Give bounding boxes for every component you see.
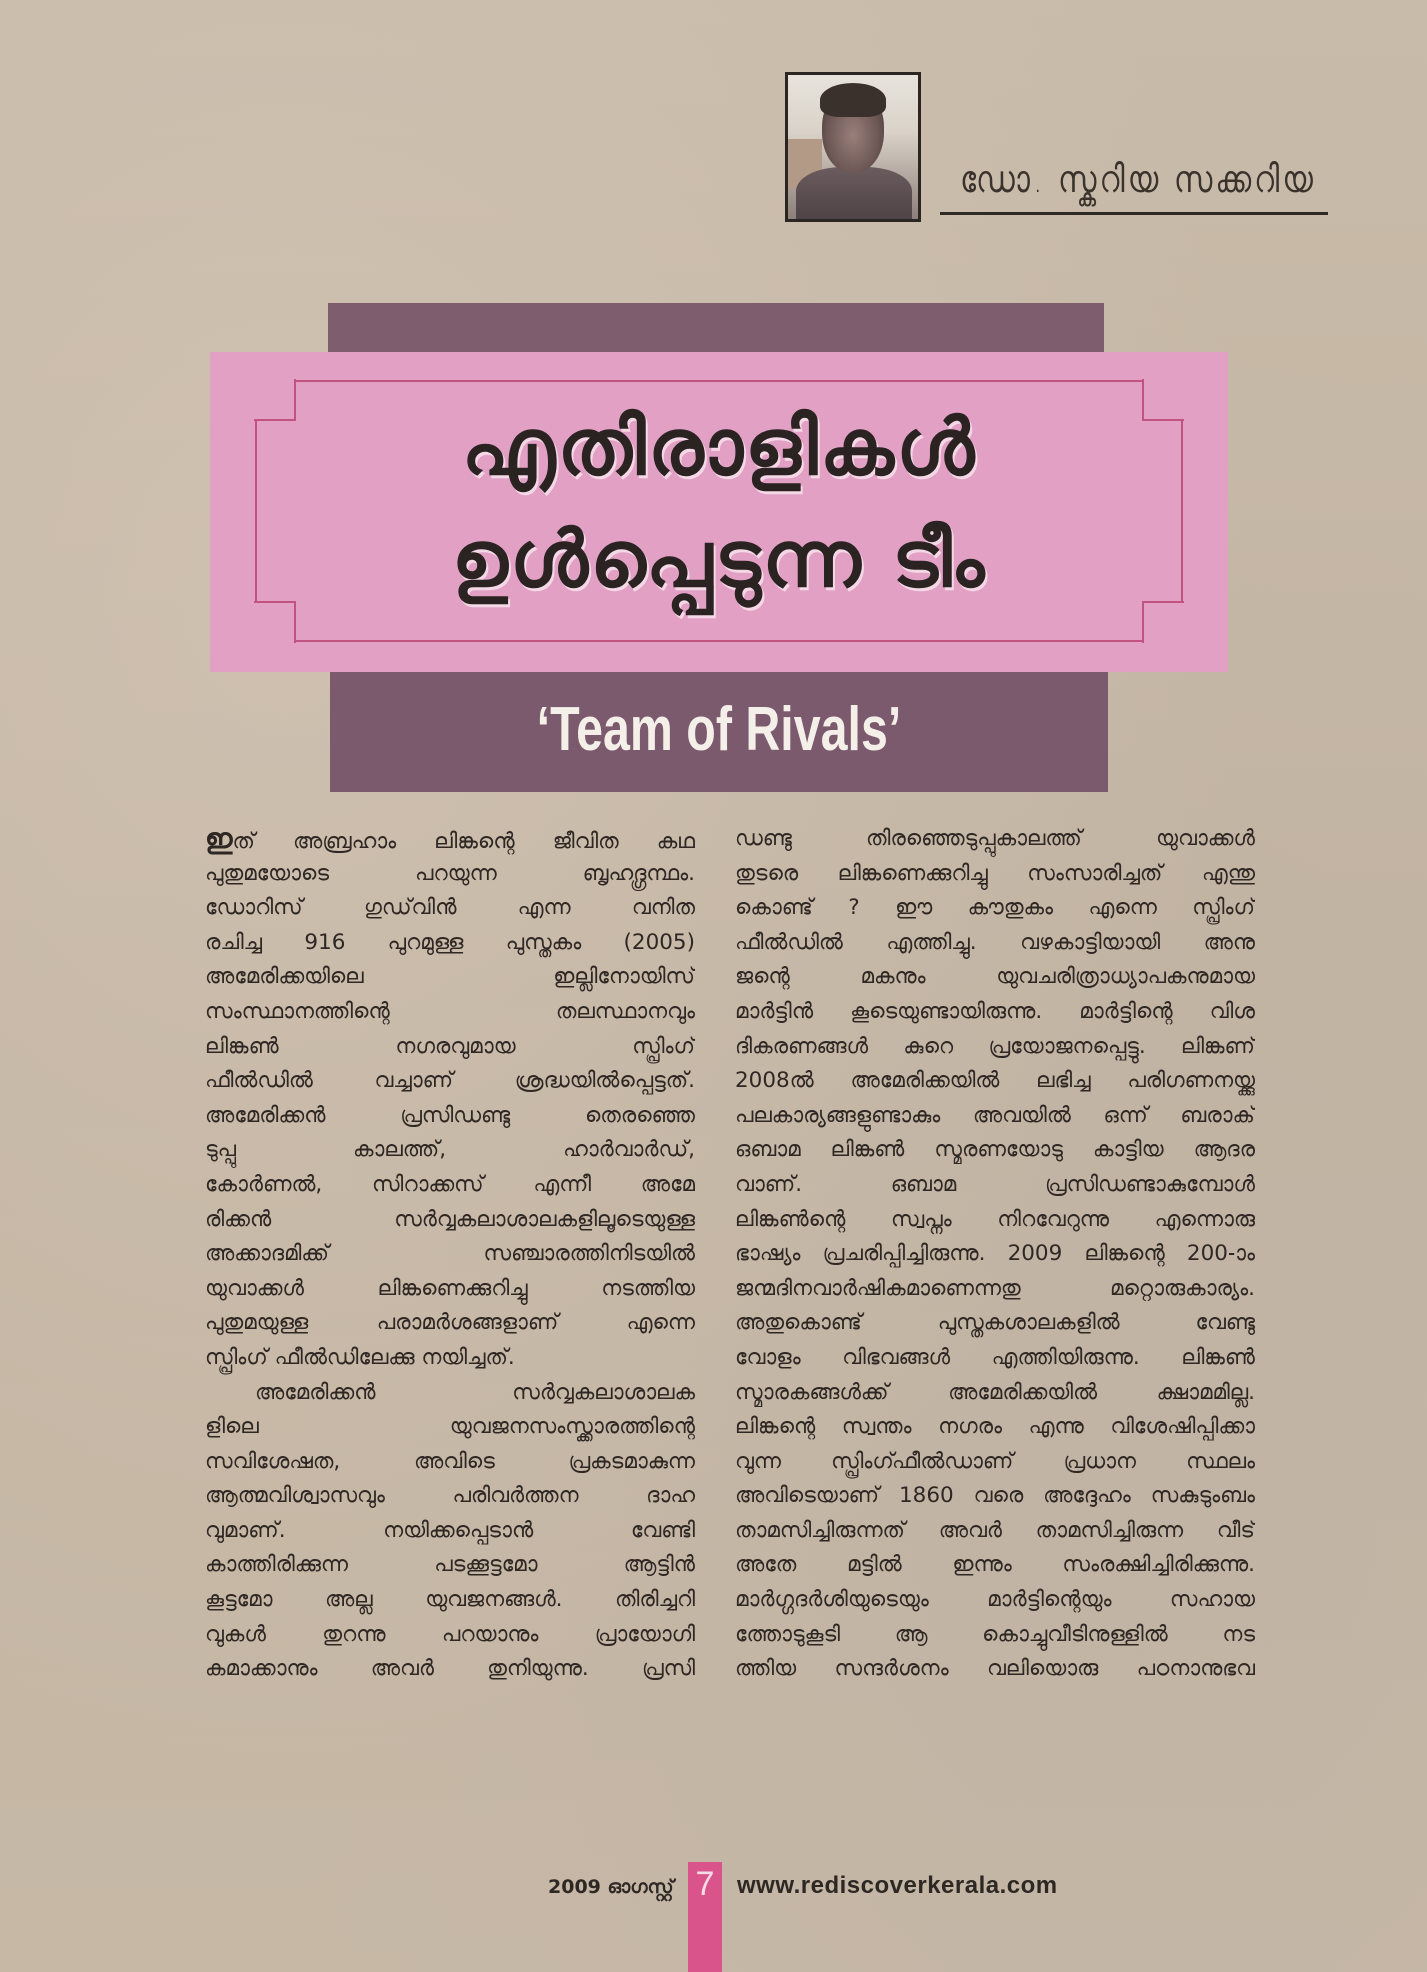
article-line bbox=[735, 891, 1255, 926]
article-line-text: വോളം വിഭവങ്ങൾ എത്തിയിരുന്നു. ലിങ്കൺ bbox=[735, 1344, 1255, 1370]
photo-hair bbox=[820, 83, 886, 117]
article-line-text: വുന്ന സ്പ്രിംഗ്ഫീൽഡാണ് പ്രധാന സ്ഥലം bbox=[735, 1448, 1255, 1474]
article-line-text: ലിങ്കന്റെ സ്വന്തം നഗരം എന്നു വിശേഷിപ്പിക്കാ bbox=[735, 1414, 1255, 1440]
article-line bbox=[735, 995, 1255, 1030]
article-line-text: മാർട്ടിൻ കൂടെയുണ്ടായിരുന്നു. മാർട്ടിന്റെ വിശ bbox=[735, 998, 1255, 1024]
article-line bbox=[205, 1583, 695, 1618]
article-line-text: കാത്തിരിക്കുന്ന പടക്കൂട്ടമോ ആട്ടിൻ bbox=[205, 1552, 695, 1578]
article-line-text: താമസിച്ചിരുന്നത് അവർ താമസിച്ചിരുന്ന വീട് bbox=[735, 1517, 1255, 1543]
article-line bbox=[735, 1548, 1255, 1583]
article-column-right bbox=[735, 822, 1255, 1687]
article-line-text: ത്തോടുകൂടി ആ കൊച്ചുവീടിനുള്ളിൽ നട bbox=[735, 1621, 1255, 1647]
article-line-text: ടുപ്പു കാലത്ത്, ഹാർവാർഡ്, bbox=[205, 1137, 695, 1163]
article-line-text: 2008ൽ അമേരിക്കയിൽ ലഭിച്ച പരിഗണനയ്ക്കു bbox=[735, 1068, 1255, 1094]
headline-line-2: ഉൾപ്പെടുന്ന ടീം bbox=[451, 515, 987, 605]
article-line bbox=[735, 1099, 1255, 1134]
article-line bbox=[735, 1237, 1255, 1272]
article-line bbox=[735, 1168, 1255, 1203]
article-line bbox=[205, 1341, 695, 1376]
article-line bbox=[205, 1548, 695, 1583]
article-line-text: വുകൾ തുറന്നു പറയാനും പ്രായോഗി bbox=[205, 1621, 695, 1647]
article-line-text: സ്മാരകങ്ങൾക്ക് അമേരിക്കയിൽ ക്ഷാമമില്ല. bbox=[735, 1379, 1255, 1405]
article-line bbox=[205, 1099, 695, 1134]
article-line bbox=[205, 1618, 695, 1653]
article-line-text: സംസ്ഥാനത്തിന്റെ തലസ്ഥാനവും bbox=[205, 998, 695, 1024]
article-line bbox=[205, 1030, 695, 1065]
article-line-text: സവിശേഷത, അവിടെ പ്രകടമാകുന്ന bbox=[205, 1448, 695, 1474]
article-line bbox=[735, 1445, 1255, 1480]
article-line-text: വുമാണ്. നയിക്കപ്പെടാൻ വേണ്ടി bbox=[205, 1517, 695, 1543]
article-line-text: ലിങ്കൺന്റെ സ്വപ്നം നിറവേറുന്നു എന്നൊരു bbox=[735, 1206, 1255, 1232]
article-line-text: തുടരെ ലിങ്കണെക്കുറിച്ചു സംസാരിച്ചത് എന്തു bbox=[735, 860, 1255, 886]
article-line-text: കോർണൽ, സിറാക്കസ് എന്നീ അമേ bbox=[205, 1171, 695, 1197]
article-line-text: കമാക്കാനും അവർ തുനിയുന്നു. പ്രസി bbox=[205, 1656, 695, 1682]
article-line bbox=[205, 1168, 695, 1203]
article-line bbox=[735, 1583, 1255, 1618]
article-line bbox=[735, 1203, 1255, 1238]
headline-english: ‘Team of Rivals’ bbox=[536, 695, 902, 764]
article-line-text: ആത്മവിശ്വാസവും പരിവർത്തന ദാഹ bbox=[205, 1483, 695, 1509]
article-line bbox=[205, 1514, 695, 1549]
article-line bbox=[735, 960, 1255, 995]
article-line-text: അമേരിക്കൻ സർവ്വകലാശാലക bbox=[255, 1379, 695, 1405]
article-line bbox=[735, 1064, 1255, 1099]
article-line bbox=[735, 1272, 1255, 1307]
article-line bbox=[735, 1652, 1255, 1687]
article-line bbox=[205, 1237, 695, 1272]
article-line-text: രിക്കൻ സർവ്വകലാശാലകളിലൂടെയുള്ള bbox=[205, 1206, 695, 1232]
article-line bbox=[205, 891, 695, 926]
article-line bbox=[735, 1479, 1255, 1514]
article-line bbox=[735, 1514, 1255, 1549]
author-name: ഡോ. സ്കറിയ സക്കറിയ bbox=[960, 158, 1316, 202]
article-line bbox=[205, 822, 695, 857]
article-line-text: കൂട്ടമോ അല്ല യുവജനങ്ങൾ. തിരിച്ചറി bbox=[205, 1587, 695, 1613]
photo-shoulders bbox=[796, 167, 912, 222]
article-line-text: ത്തിയ സന്ദർശനം വലിയൊരു പഠനാനുഭവ bbox=[735, 1656, 1255, 1682]
article-line-text: ഭാഷ്യം പ്രചരിപ്പിച്ചിരുന്നു. 2009 ലിങ്കന്റെ 200-ാം bbox=[735, 1241, 1255, 1267]
article-line bbox=[735, 1133, 1255, 1168]
article-line bbox=[205, 1376, 695, 1411]
article-line-text: അതുകൊണ്ട് പുസ്തകശാലകളിൽ വേണ്ടു bbox=[735, 1310, 1255, 1336]
article-line bbox=[205, 1652, 695, 1687]
article-line-text: അമേരിക്കയിലെ ഇല്ലിനോയിസ് bbox=[205, 964, 695, 990]
article-line bbox=[205, 960, 695, 995]
article-column-left bbox=[205, 822, 695, 1687]
article-line bbox=[205, 1410, 695, 1445]
article-line bbox=[735, 1306, 1255, 1341]
author-underline bbox=[940, 212, 1328, 215]
article-line bbox=[735, 1618, 1255, 1653]
article-line-text: വാണ്. ഒബാമ പ്രസിഡണ്ടാകുമ്പോൾ bbox=[735, 1171, 1255, 1197]
article-line bbox=[205, 1272, 695, 1307]
article-line bbox=[205, 1479, 695, 1514]
article-line bbox=[735, 1376, 1255, 1411]
article-line-text: അവിടെയാണ് 1860 വരെ അദ്ദേഹം സകുടുംബം bbox=[735, 1483, 1255, 1509]
article-line bbox=[205, 857, 695, 892]
article-line-text: സ്പ്രിംഗ് ഫീൽഡിലേക്കു നയിച്ചത്. bbox=[205, 1344, 515, 1370]
article-line-text: കൊണ്ട് ? ഈ കൗതുകം എന്നെ സ്പ്രിംഗ് bbox=[735, 895, 1255, 921]
headline-line-1: എതിരാളികൾ bbox=[461, 403, 977, 493]
article-line-text: ദികരണങ്ങൾ കുറെ പ്രയോജനപ്പെട്ടു. ലിങ്കണ് bbox=[735, 1033, 1255, 1059]
article-line-text: രചിച്ച 916 പുറമുള്ള പുസ്തകം (2005) bbox=[205, 929, 695, 955]
article-line bbox=[205, 1133, 695, 1168]
author-photo bbox=[785, 72, 921, 222]
article-line-text: ഫീൽഡിൽ എത്തിച്ചു. വഴകാട്ടിയായി അനു bbox=[735, 929, 1255, 955]
article-line-text: ഫീൽഡിൽ വച്ചാണ് ശ്രദ്ധയിൽപ്പെട്ടത്. bbox=[205, 1068, 695, 1094]
article-line bbox=[205, 1064, 695, 1099]
article-line-text: ജന്റെ മകനും യുവചരിത്രാധ്യാപകനുമായ bbox=[735, 964, 1255, 990]
article-line bbox=[205, 1203, 695, 1238]
headline-malayalam bbox=[255, 392, 1183, 616]
article-line-text: ജന്മദിനവാർഷികമാണെന്നതു മറ്റൊരുകാര്യം. bbox=[735, 1275, 1255, 1301]
title-top-bar bbox=[328, 303, 1104, 359]
issue-date: 2009 ഓഗസ്റ്റ് bbox=[548, 1876, 674, 1898]
article-line-text: അമേരിക്കൻ പ്രസിഡണ്ടു തെരഞ്ഞെ bbox=[205, 1102, 695, 1128]
website-link[interactable]: www.rediscoverkerala.com bbox=[737, 1872, 1058, 1899]
article-line-text: പുതുമയുള്ള പരാമർശങ്ങളാണ് എന്നെ bbox=[205, 1310, 695, 1336]
page-number: 7 bbox=[695, 1865, 715, 1903]
article-line-text: യുവാക്കൾ ലിങ്കണെക്കുറിച്ചു നടത്തിയ bbox=[205, 1275, 695, 1301]
article-line-text: പുതുമയോടെ പറയുന്ന ബൃഹദ്ഗ്രന്ഥം. bbox=[205, 860, 695, 886]
drop-cap: ഇ bbox=[205, 822, 233, 855]
article-line bbox=[735, 1030, 1255, 1065]
article-line bbox=[205, 1306, 695, 1341]
article-line-text: ഒബാമ ലിങ്കൺ സ്മരണയോടു കാട്ടിയ ആദര bbox=[735, 1137, 1255, 1163]
article-line bbox=[735, 1341, 1255, 1376]
article-line bbox=[205, 995, 695, 1030]
article-line-text: ലിങ്കൺ നഗരവുമായ സ്പ്രിംഗ് bbox=[205, 1033, 695, 1059]
article-line bbox=[205, 926, 695, 961]
article-line-text: പലകാര്യങ്ങളുണ്ടാകും അവയിൽ ഒന്ന് ബരാക് bbox=[735, 1102, 1255, 1128]
article-line-text: അതേ മട്ടിൽ ഇന്നും സംരക്ഷിച്ചിരിക്കുന്നു. bbox=[735, 1552, 1255, 1578]
article-line-text: ളിലെ യുവജനസംസ്ക്കാരത്തിന്റെ bbox=[205, 1414, 695, 1440]
article-line bbox=[205, 1445, 695, 1480]
article-line bbox=[735, 926, 1255, 961]
article-line-text: ഡണ്ടു തിരഞ്ഞെടുപ്പുകാലത്ത് യുവാക്കൾ bbox=[735, 826, 1255, 851]
article-line bbox=[735, 857, 1255, 892]
article-line-text: മാർഗ്ഗദർശിയുടെയും മാർട്ടിന്റെയും സഹായ bbox=[735, 1587, 1255, 1613]
article-line bbox=[735, 822, 1255, 857]
article-line-text: അക്കാദമിക്ക് സഞ്ചാരത്തിനിടയിൽ bbox=[205, 1241, 695, 1267]
article-line-text: ഡോറിസ് ഗുഡ്‌വിൻ എന്ന വനിത bbox=[205, 895, 695, 921]
article-line bbox=[735, 1410, 1255, 1445]
article-line-text: ത് അബ്രഹാം ലിങ്കന്റെ ജീവിത കഥ bbox=[232, 829, 695, 854]
